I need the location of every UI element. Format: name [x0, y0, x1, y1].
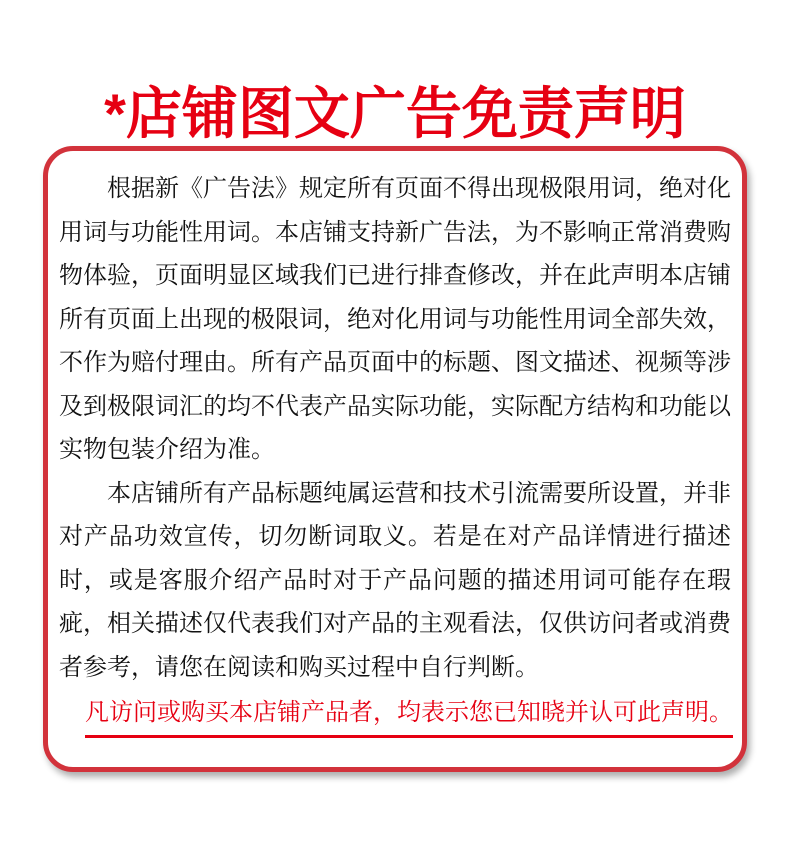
acknowledgement-statement-wrap [59, 691, 731, 738]
disclaimer-panel [43, 146, 747, 772]
page-title: *店铺图文广告免责声明 [104, 81, 686, 145]
disclaimer-paragraph-1: 根据新《广告法》规定所有页面不得出现极限用词，绝对化用词与功能性用词。本店铺支持新广告法，为不影响正常消费购物体验，页面明显区域我们已进行排查修改，并在此声明本店铺所有页面上出现的极限词，绝对化用词与功能性用词全部失效，不作为赔付理由。所有产品页面中的标题、图文描述、视频等涉及到极限词汇的均不代表产品实际功能，实际配方结构和功能以实物包装介绍为准。 [59, 175, 731, 463]
disclaimer-paragraph-2: 本店铺所有产品标题纯属运营和技术引流需要所设置，并非对产品功效宣传，切勿断词取义。若是在对产品详情进行描述时，或是客服介绍产品时对于产品问题的描述用词可能存在瑕疵，相关描述仅代表我们对产品的主观看法，仅供访问者或消费者参考，请您在阅读和购买过程中自行判断。 [59, 479, 731, 681]
acknowledgement-statement: 凡访问或购买本店铺产品者，均表示您已知晓并认可此声明。 [85, 691, 733, 738]
